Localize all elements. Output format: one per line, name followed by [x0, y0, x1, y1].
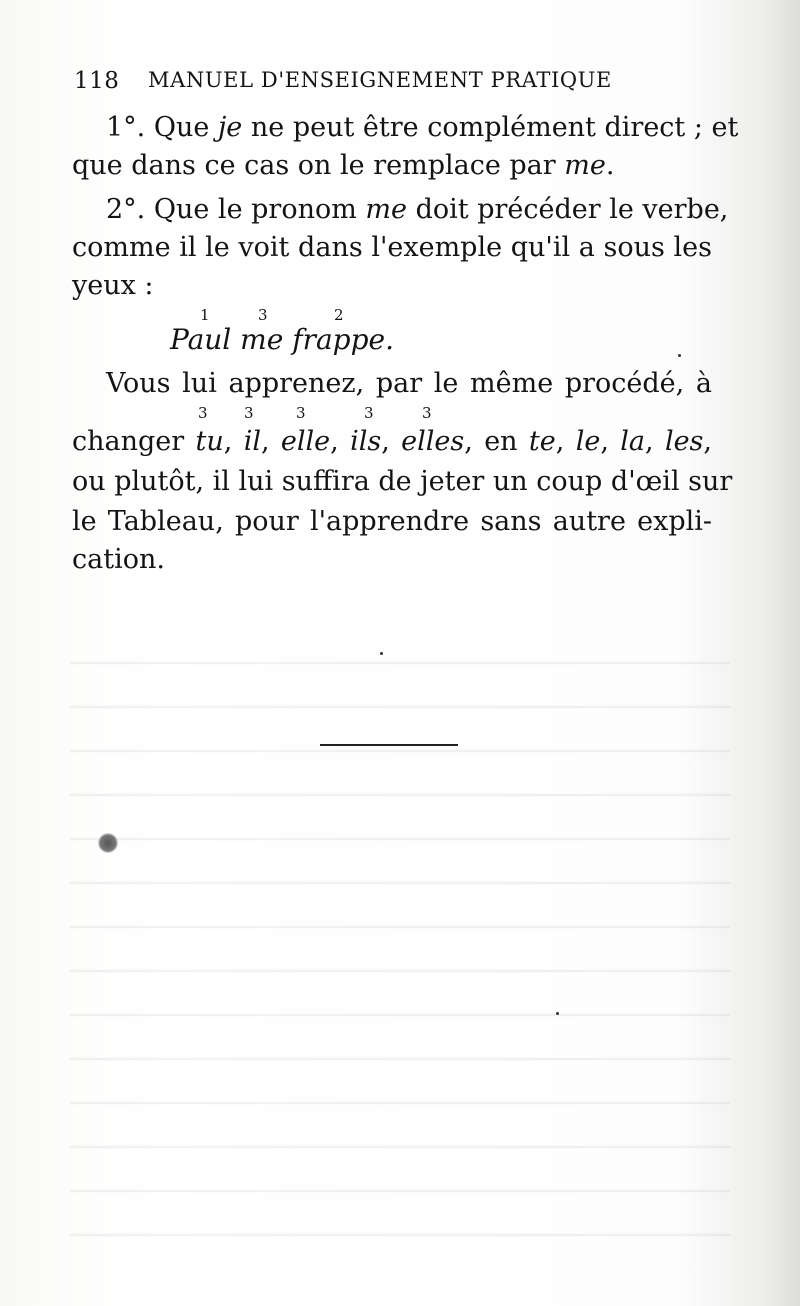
- numeral-2: 3: [258, 306, 268, 324]
- italic-word: la: [620, 426, 645, 457]
- running-header: [74, 64, 634, 100]
- example-word: Paul: [170, 323, 232, 356]
- numeral: 3: [422, 404, 432, 422]
- example-sentence: [170, 323, 430, 367]
- ink-blot: [98, 833, 118, 853]
- para2-line3: yeux :: [72, 270, 154, 301]
- para3-line4: le Tableau, pour l'apprendre sans autre expli-: [72, 506, 712, 537]
- italic-word: les: [664, 426, 704, 457]
- italic-word: je: [217, 112, 243, 143]
- text-span: que dans ce cas on le remplace par: [72, 150, 565, 181]
- numeral-1: 1: [200, 306, 210, 324]
- section-divider: [320, 744, 458, 746]
- text-span: ne peut être complément direct ; et: [242, 112, 739, 143]
- para3-line5: cation.: [72, 544, 165, 575]
- para3-line1: Vous lui apprenez, par le même procédé, à: [106, 368, 712, 399]
- ink-speck: [678, 354, 681, 357]
- text-span: ,: [330, 426, 351, 457]
- example-word: me: [240, 323, 284, 356]
- pronoun-numerals: [72, 404, 712, 424]
- text-span: ,: [555, 426, 576, 457]
- text-span: ,: [381, 426, 402, 457]
- show-through-text: [70, 640, 730, 1266]
- text-span: doit précéder le verbe,: [407, 194, 729, 225]
- italic-word: tu: [195, 426, 224, 457]
- italic-word: me: [365, 194, 407, 225]
- text-span: , en: [464, 426, 529, 457]
- example-word: frappe.: [292, 323, 394, 356]
- italic-word: elles: [401, 426, 465, 457]
- text-span: changer: [72, 426, 196, 457]
- ink-speck: [556, 1012, 559, 1015]
- italic-word: te: [528, 426, 556, 457]
- numeral: 3: [296, 404, 306, 422]
- italic-word: le: [575, 426, 601, 457]
- italic-word: me: [564, 150, 606, 181]
- text-span: .: [605, 150, 615, 181]
- numeral: 3: [364, 404, 374, 422]
- para2-line1: [72, 190, 729, 230]
- ink-speck: [380, 652, 383, 655]
- para1-line2: [72, 146, 712, 186]
- italic-word: ils: [350, 426, 382, 457]
- italic-word: il: [243, 426, 261, 457]
- text-span: 1°. Que: [106, 112, 218, 143]
- numeral: 3: [244, 404, 254, 422]
- para1-line1: [72, 108, 739, 148]
- numeral-3: 2: [334, 306, 344, 324]
- text-span: ,: [223, 426, 244, 457]
- para3-line3: ou plutôt, il lui suffira de jeter un coup d'œil sur: [72, 466, 733, 497]
- italic-word: elle: [280, 426, 331, 457]
- para3-line2: [72, 422, 712, 462]
- page-number: 118: [74, 68, 120, 94]
- numeral: 3: [198, 404, 208, 422]
- text-span: ,: [703, 426, 713, 457]
- running-title: MANUEL D'ENSEIGNEMENT PRATIQUE: [148, 68, 612, 92]
- text-span: ,: [600, 426, 621, 457]
- text-span: ,: [645, 426, 665, 457]
- text-span: ,: [260, 426, 281, 457]
- para2-line2: comme il le voit dans l'exemple qu'il a sous les: [72, 232, 712, 263]
- text-span: 2°. Que le pronom: [106, 194, 366, 225]
